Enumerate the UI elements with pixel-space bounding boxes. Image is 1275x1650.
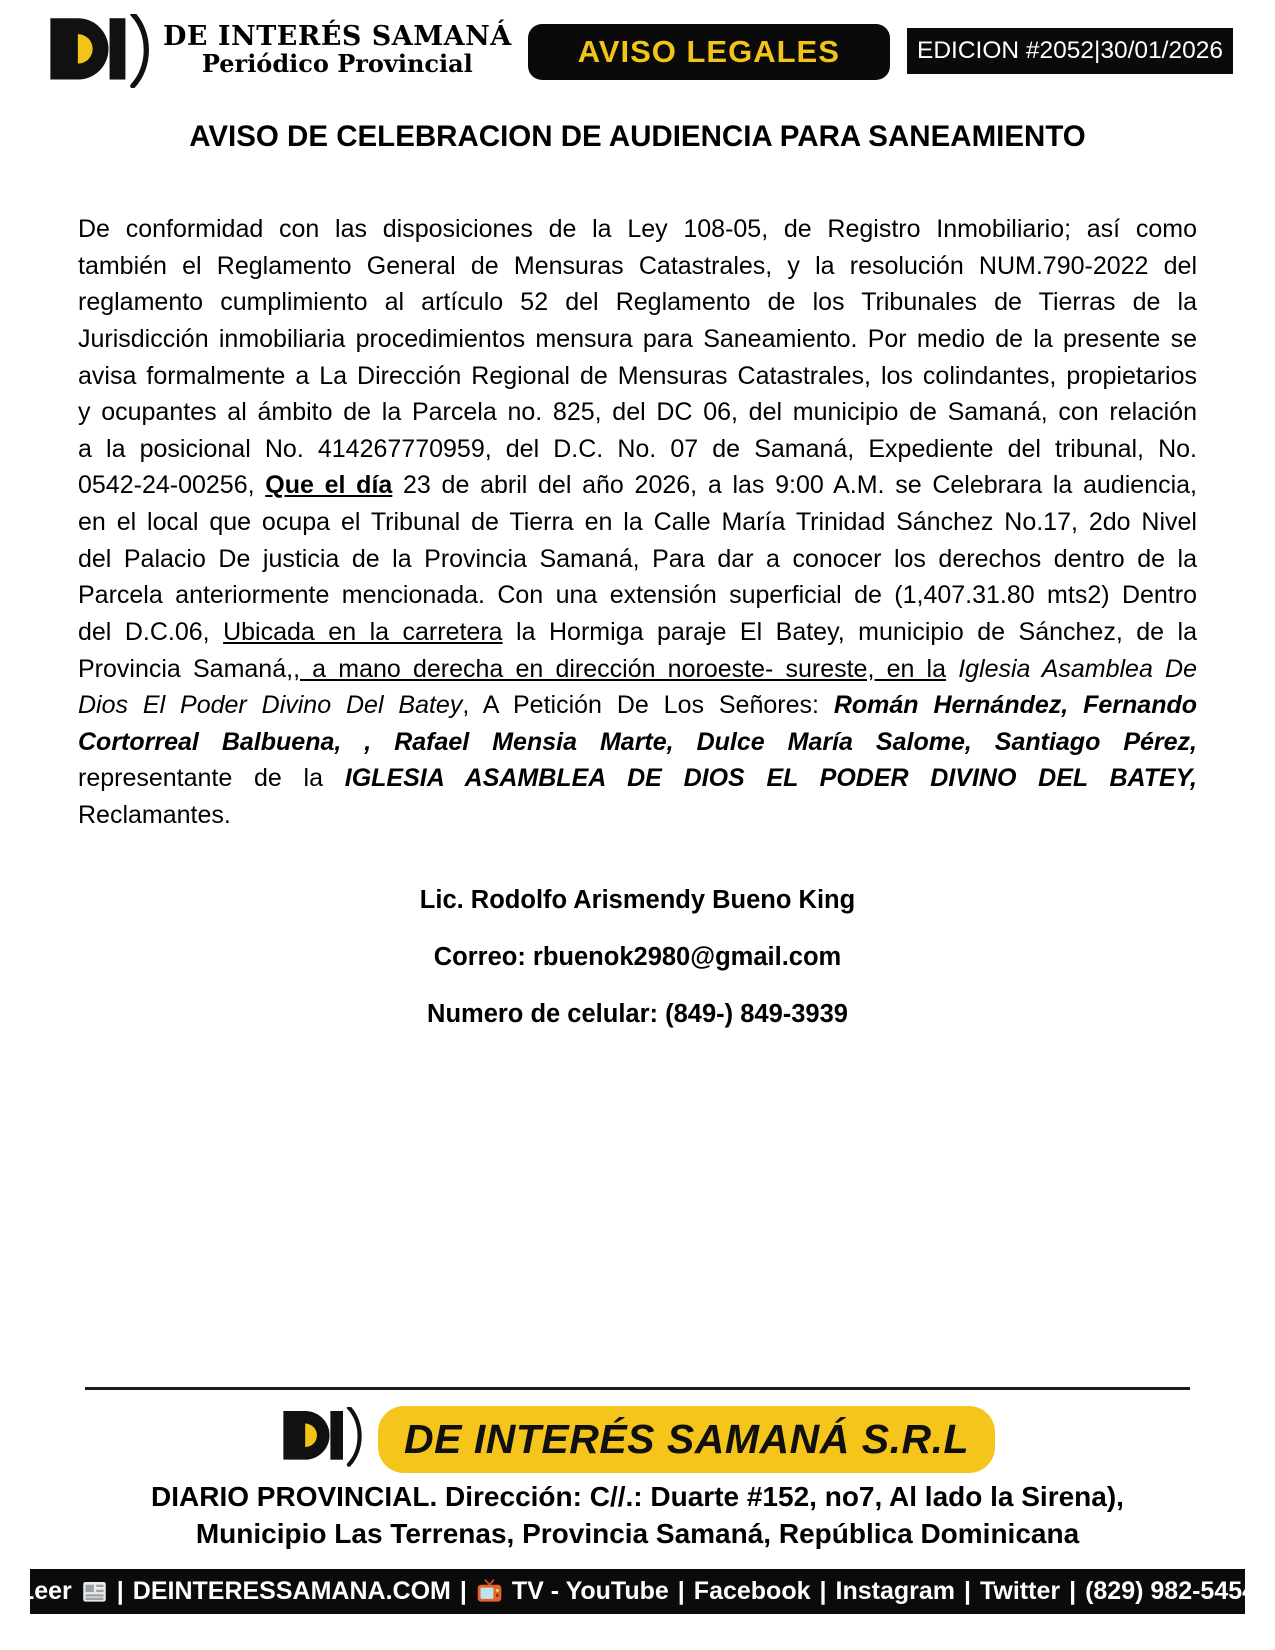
separator: | <box>459 1577 467 1605</box>
masthead-header <box>0 0 1275 93</box>
body-segment: Que el día <box>265 471 393 500</box>
footer-phone: (829) 982-5454 <box>1085 1577 1257 1605</box>
body-segment: , a mano derecha en dirección noroeste- sureste, en la <box>293 654 947 683</box>
separator: | <box>116 1577 124 1605</box>
masthead-title <box>163 22 512 77</box>
body-segment: 23 de abril del año 2026, a las 9:00 A.M. se Celebrara la audiencia, en el local que ocupa el Tribunal de Tierra en la Calle María Trinidad Sánchez No.17, 2do Nivel del Palacio De justicia de la Provincia Samaná, Para dar a conocer los derechos dentro de la Parcela anteriormente mencionada. Con una extensión superficial de (1,407.31.80 mts2) Dentro del D.C.06, <box>78 471 1197 646</box>
leer-label: Leer <box>18 1577 72 1605</box>
section-badge: AVISO LEGALES <box>528 24 890 80</box>
tv-youtube-label: TV - YouTube <box>511 1577 669 1605</box>
separator: | <box>819 1577 827 1605</box>
notice-title: AVISO DE CELEBRACION DE AUDIENCIA PARA SANEAMIENTO <box>189 120 1086 153</box>
bottom-bar <box>18 1569 1257 1614</box>
footer <box>0 1387 1275 1650</box>
separator: | <box>1069 1577 1077 1605</box>
body-segment: Reclamantes. <box>78 801 231 829</box>
address-line2: Municipio Las Terrenas, Provincia Samaná, República Dominicana <box>195 1518 1080 1550</box>
separator: | <box>963 1577 971 1605</box>
separator: | <box>677 1577 685 1605</box>
address-line1: DIARIO PROVINCIAL. Dirección: C//.: Duarte #152, no7, Al lado la Sirena), <box>151 1481 1124 1513</box>
masthead-line2: Periódico Provincial <box>201 49 473 79</box>
facebook-label: Facebook <box>693 1577 811 1605</box>
tv-icon <box>476 1578 503 1605</box>
di-logo-icon <box>45 14 153 93</box>
instagram-label: Instagram <box>835 1577 955 1605</box>
body-segment: , A Petición De Los Señores: <box>462 691 834 720</box>
newspaper-icon <box>81 1578 108 1605</box>
footer-brand-row <box>0 1406 1275 1473</box>
contact-phone: Numero de celular: (849-) 849-3939 <box>427 999 848 1028</box>
footer-address <box>0 1479 1275 1553</box>
notice-paragraph <box>78 211 1197 834</box>
website-label: DEINTERESSAMANA.COM <box>132 1577 451 1605</box>
di-logo-icon <box>280 1407 364 1472</box>
contact-email: Correo: rbuenok2980@gmail.com <box>433 942 842 971</box>
body-segment <box>946 655 958 683</box>
body-segment: Iglesia Asamblea De Dios El Poder Divino Del Batey <box>78 654 1197 720</box>
contact-block <box>0 886 1275 1029</box>
masthead-line1: DE INTERÉS SAMANÁ <box>163 21 512 52</box>
body-segment: representante de la <box>78 764 345 793</box>
twitter-label: Twitter <box>979 1577 1061 1605</box>
edition-badge: EDICION #2052|30/01/2026 <box>907 28 1233 74</box>
contact-name: Lic. Rodolfo Arismendy Bueno King <box>419 885 856 914</box>
divider-line <box>85 1387 1190 1390</box>
body-segment: Román Hernández, Fernando Cortorreal Balbuena, , Rafael Mensia Marte, Dulce María Salome, Santiago Pérez, <box>78 691 1198 756</box>
body-segment: IGLESIA ASAMBLEA DE DIOS EL PODER DIVINO DEL BATEY, <box>344 764 1197 793</box>
company-name-highlight: DE INTERÉS SAMANÁ S.R.L <box>378 1406 995 1473</box>
body-segment: Ubicada en la carretera <box>223 617 503 646</box>
body-segment: De conformidad con las disposiciones de la Ley 108-05, de Registro Inmobiliario; así como también el Reglamento General de Mensuras Catastrales, y la resolución NUM.790-2022 del reglamento cumplimiento al artículo 52 del Reglamento de los Tribunales de Tierras de la Jurisdicción inmobiliaria procedimientos mensura para Saneamiento. Por medio de la presente se avisa formalmente a La Dirección Regional de Mensuras Catastrales, los colindantes, propietarios y ocupantes al ámbito de la Parcela no. 825, del DC 06, del municipio de Samaná, con relación a la posicional No. 414267770959, del D.C. No. 07 de Samaná, Expediente del tribunal, No. 0542-24-00256, <box>78 215 1197 500</box>
body-segment: la Hormiga paraje El Batey, municipio de Sánchez, de la Provincia Samaná, <box>78 617 1197 683</box>
